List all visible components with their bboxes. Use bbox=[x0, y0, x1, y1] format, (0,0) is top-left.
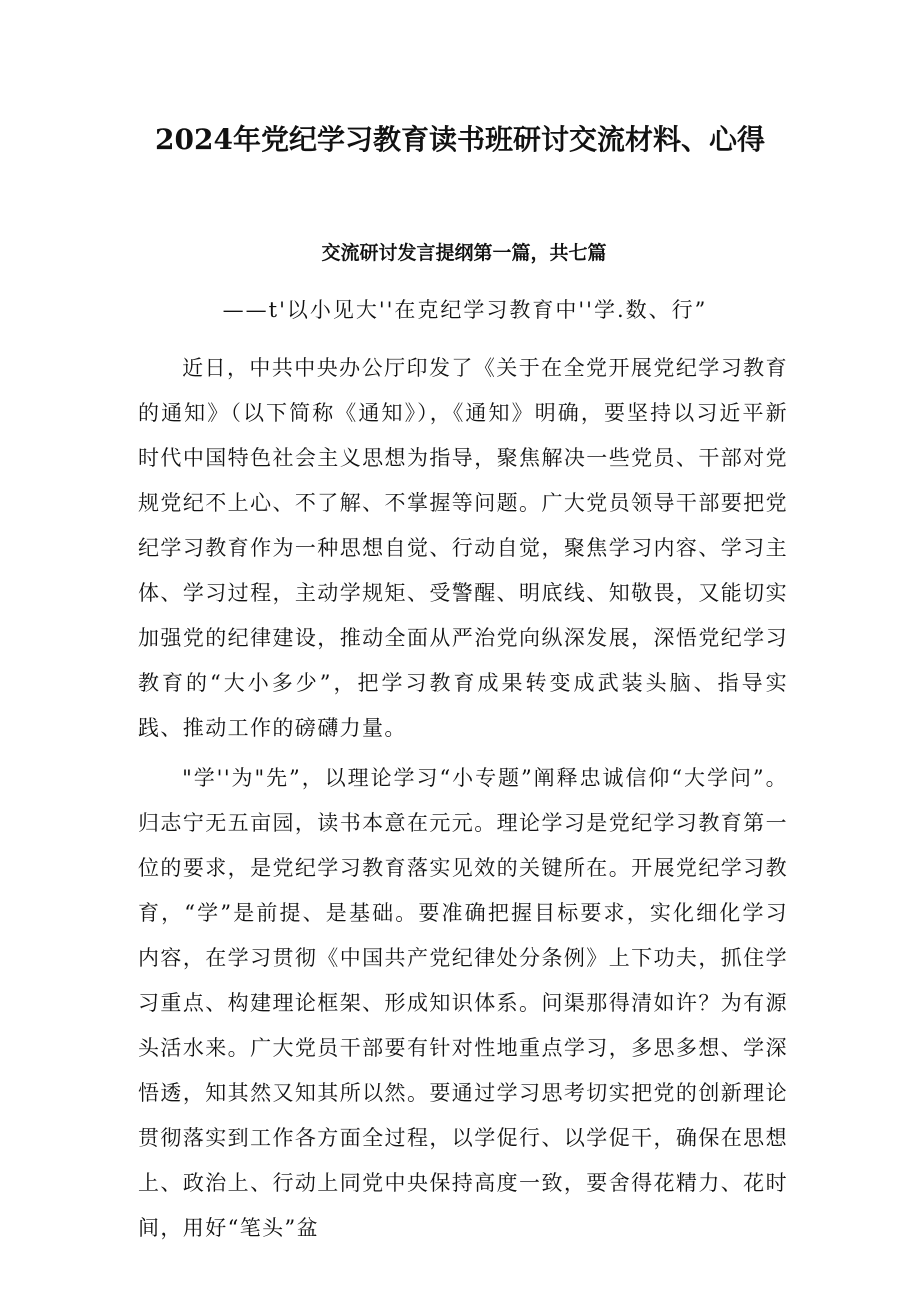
body-paragraph-2: "学''为"先”，以理论学习“小专题”阐释忠诚信仰“大学问”。归志宁无五亩园，读书本意在元元。理论学习是党纪学习教育第一位的要求，是党纪学习教育落实见效的关键所在。开展党纪学习教育，“学”是前提、是基础。要准确把握目标要求，实化细化学习内容，在学习贯彻《中国共产党纪律处分条例》上下功夫，抓住学习重点、构建理论框架、形成知识体系。问渠那得清如许？为有源头活水来。广大党员干部要有针对性地重点学习，多思多想、学深悟透，知其然又知其所以然。要通过学习思考切实把党的创新理论贯彻落实到工作各方面全过程，以学促行、以学促干，确保在思想上、政治上、行动上同党中央保持高度一致，要舍得花精力、花时间，用好“笔头”盆 bbox=[138, 766, 788, 1240]
document-title: 2024年党纪学习教育读书班研讨交流材料、心得 bbox=[155, 123, 765, 156]
document-tagline: ——t'以小见大''在克纪学习教育中''学.数、行” bbox=[222, 298, 708, 322]
body-paragraph-1: 近日，中共中央办公厅印发了《关于在全党开展党纪学习教育的通知》（以下简称《通知》），《通知》明确，要坚持以习近平新时代中国特色社会主义思想为指导，聚焦解决一些党员、干部对党规党纪不上心、不了解、不掌握等问题。广大党员领导干部要把党纪学习教育作为一种思想自觉、行动自觉，聚焦学习内容、学习主体、学习过程，主动学规矩、受警醒、明底线、知敬畏，又能切实加强党的纪律建设，推动全面从严治党向纵深发展，深悟党纪学习教育的“大小多少”，把学习教育成果转变成武装头脑、指导实践、推动工作的磅礴力量。 bbox=[138, 356, 788, 740]
document-subtitle: 交流研讨发言提纲第一篇，共七篇 bbox=[321, 242, 607, 264]
